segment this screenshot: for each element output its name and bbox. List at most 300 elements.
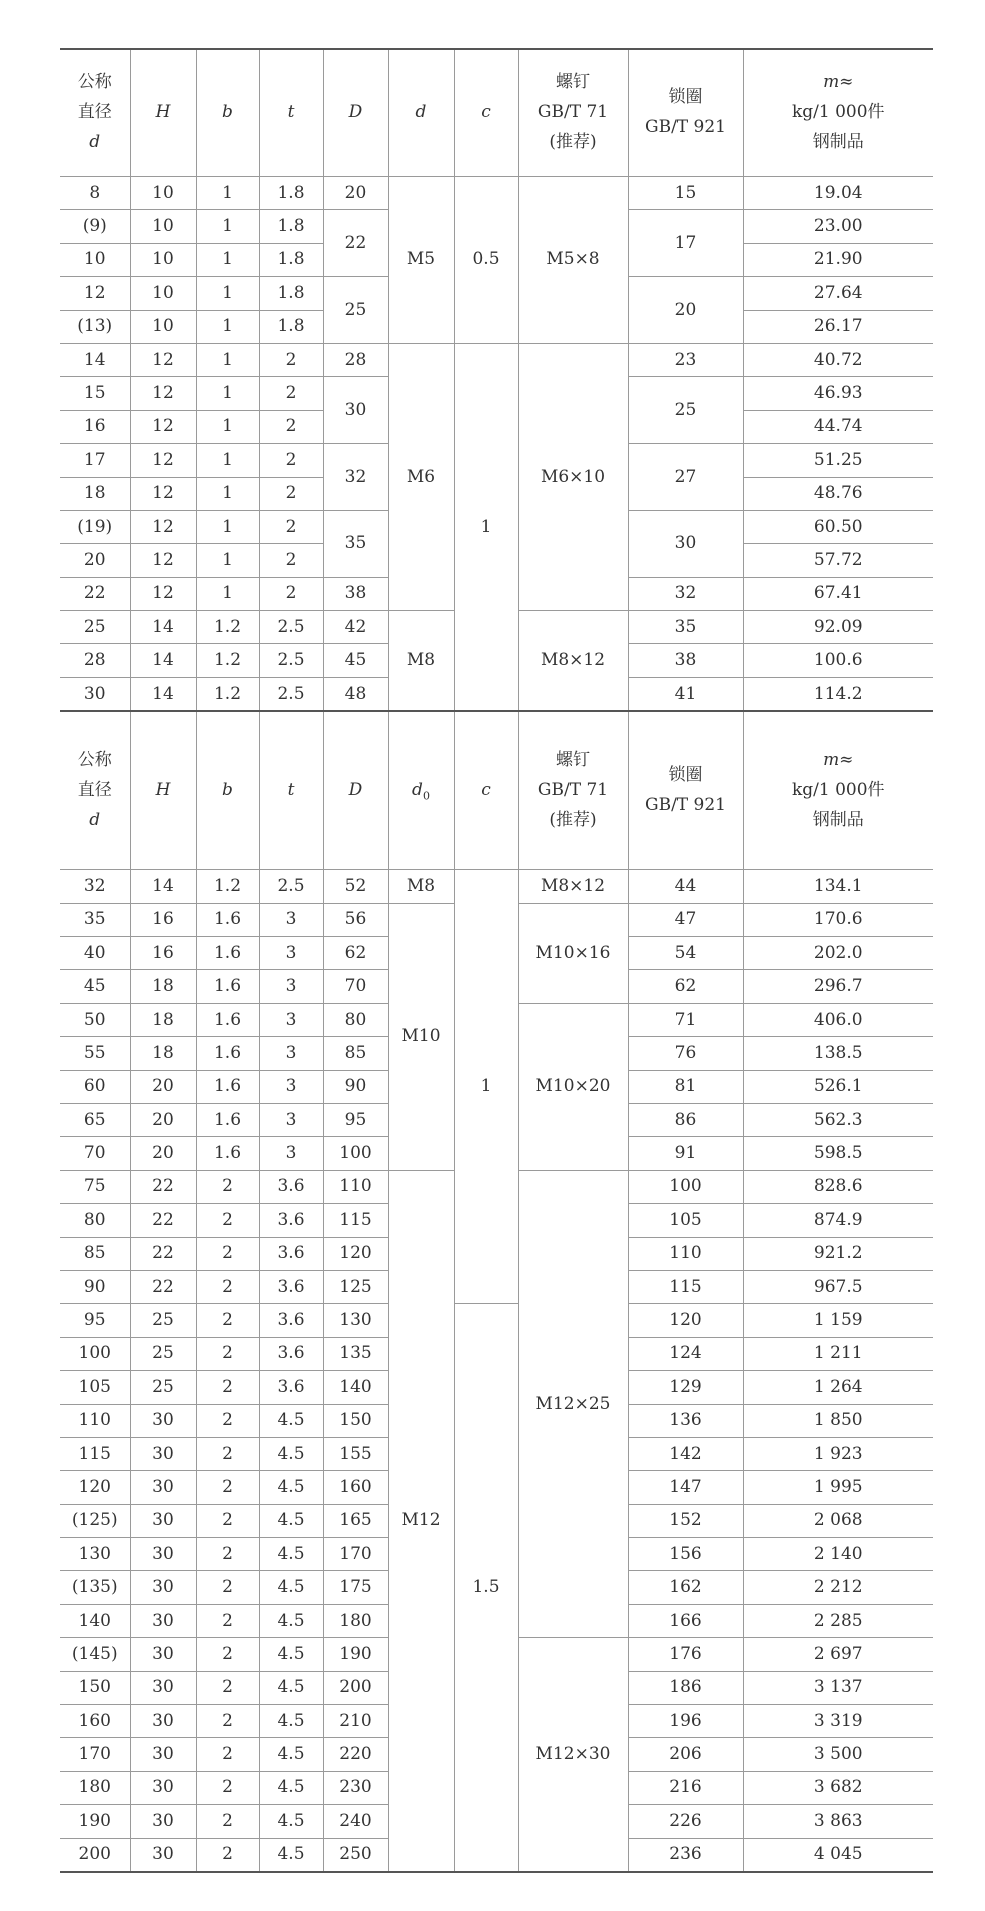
cell-lock-ring: 176 [628, 1638, 743, 1671]
cell-screw: M5×8 [518, 177, 628, 344]
cell-H: 16 [130, 937, 196, 970]
cell-nominal-diameter: 100 [60, 1337, 130, 1370]
table-row [60, 1304, 933, 1337]
cell-H: 30 [130, 1838, 196, 1872]
header-nominal-diameter-line: 公称 [77, 72, 112, 93]
cell-b: 1.2 [196, 644, 259, 677]
cell-t: 2 [259, 477, 323, 510]
cell-nominal-diameter: 25 [60, 611, 130, 644]
cell-D: 62 [323, 937, 388, 970]
cell-b: 1.6 [196, 1037, 259, 1070]
cell-D: 52 [323, 870, 388, 903]
cell-b: 1 [196, 377, 259, 410]
cell-H: 30 [130, 1471, 196, 1504]
cell-H: 30 [130, 1638, 196, 1671]
cell-D: 125 [323, 1270, 388, 1303]
header-lock-ring-line: 锁圈 [668, 87, 703, 108]
cell-t: 3 [259, 1003, 323, 1036]
cell-lock-ring: 136 [628, 1404, 743, 1437]
cell-b: 2 [196, 1604, 259, 1637]
cell-nominal-diameter: 16 [60, 410, 130, 443]
cell-H: 10 [130, 177, 196, 210]
cell-b: 1 [196, 243, 259, 276]
cell-H: 18 [130, 970, 196, 1003]
cell-mass: 562.3 [743, 1103, 933, 1136]
cell-t: 2 [259, 544, 323, 577]
cell-nominal-diameter: 8 [60, 177, 130, 210]
cell-lock-ring: 156 [628, 1538, 743, 1571]
cell-H: 30 [130, 1504, 196, 1537]
cell-H: 22 [130, 1237, 196, 1270]
cell-D: 150 [323, 1404, 388, 1437]
cell-b: 1.6 [196, 937, 259, 970]
cell-nominal-diameter: 10 [60, 243, 130, 276]
cell-lock-ring: 32 [628, 577, 743, 610]
cell-H: 25 [130, 1337, 196, 1370]
cell-D: 85 [323, 1037, 388, 1070]
cell-t: 2.5 [259, 644, 323, 677]
cell-b: 1.6 [196, 1003, 259, 1036]
cell-t: 3 [259, 1103, 323, 1136]
cell-nominal-diameter: 130 [60, 1538, 130, 1571]
cell-lock-ring: 81 [628, 1070, 743, 1103]
cell-b: 1 [196, 343, 259, 376]
cell-screw: M8×12 [518, 611, 628, 712]
cell-b: 2 [196, 1371, 259, 1404]
header-nominal-diameter-line: 直径 [77, 779, 112, 800]
cell-H: 10 [130, 243, 196, 276]
cell-t: 3.6 [259, 1170, 323, 1203]
cell-t: 4.5 [259, 1671, 323, 1704]
cell-mass: 202.0 [743, 937, 933, 970]
header-lock-ring [628, 49, 743, 177]
header-mass-line: m≈ [823, 750, 854, 771]
cell-b: 1 [196, 510, 259, 543]
cell-D: 155 [323, 1437, 388, 1470]
cell-H: 30 [130, 1805, 196, 1838]
cell-t: 4.5 [259, 1638, 323, 1671]
cell-t: 3 [259, 903, 323, 936]
cell-lock-ring: 41 [628, 677, 743, 711]
cell-t: 4.5 [259, 1404, 323, 1437]
cell-mass: 406.0 [743, 1003, 933, 1036]
cell-D: 190 [323, 1638, 388, 1671]
table-row [60, 177, 933, 210]
cell-D: 25 [323, 277, 388, 344]
cell-nominal-diameter: 30 [60, 677, 130, 711]
cell-H: 22 [130, 1170, 196, 1203]
cell-b: 2 [196, 1237, 259, 1270]
cell-screw: M10×20 [518, 1003, 628, 1170]
cell-t: 3.6 [259, 1337, 323, 1370]
cell-mass: 1 159 [743, 1304, 933, 1337]
header-mass-line: 钢制品 [812, 809, 864, 830]
cell-b: 2 [196, 1471, 259, 1504]
header-nominal-diameter-line: 公称 [77, 750, 112, 771]
cell-mass: 598.5 [743, 1137, 933, 1170]
cell-D: 250 [323, 1838, 388, 1872]
header-d0-subscript: 0 [422, 789, 430, 803]
cell-mass: 296.7 [743, 970, 933, 1003]
cell-screw: M10×16 [518, 903, 628, 1003]
cell-b: 1 [196, 410, 259, 443]
cell-b: 1 [196, 310, 259, 343]
cell-mass: 44.74 [743, 410, 933, 443]
cell-nominal-diameter: 40 [60, 937, 130, 970]
cell-lock-ring: 25 [628, 377, 743, 444]
header-nominal-diameter-line: d [89, 809, 101, 830]
cell-b: 2 [196, 1771, 259, 1804]
cell-b: 1 [196, 444, 259, 477]
cell-D: 175 [323, 1571, 388, 1604]
cell-mass: 100.6 [743, 644, 933, 677]
cell-b: 1.2 [196, 870, 259, 903]
cell-mass: 27.64 [743, 277, 933, 310]
cell-mass: 2 068 [743, 1504, 933, 1537]
cell-D: 28 [323, 343, 388, 376]
header-screw-line: GB/T 71 [537, 102, 609, 123]
cell-t: 3 [259, 1037, 323, 1070]
cell-b: 2 [196, 1170, 259, 1203]
cell-lock-ring: 110 [628, 1237, 743, 1270]
cell-t: 1.8 [259, 243, 323, 276]
header-nominal-diameter [60, 49, 130, 177]
cell-screw: M12×25 [518, 1170, 628, 1637]
cell-mass: 921.2 [743, 1237, 933, 1270]
cell-mass: 170.6 [743, 903, 933, 936]
cell-mass: 828.6 [743, 1170, 933, 1203]
cell-H: 12 [130, 343, 196, 376]
cell-lock-ring: 27 [628, 444, 743, 511]
cell-D: 20 [323, 177, 388, 210]
cell-D: 45 [323, 644, 388, 677]
cell-nominal-diameter: 190 [60, 1805, 130, 1838]
cell-nominal-diameter: 15 [60, 377, 130, 410]
cell-d: M8 [388, 611, 454, 712]
cell-lock-ring: 23 [628, 343, 743, 376]
cell-mass: 1 995 [743, 1471, 933, 1504]
header-lock-ring-line: GB/T 921 [645, 794, 726, 815]
cell-H: 10 [130, 277, 196, 310]
cell-lock-ring: 129 [628, 1371, 743, 1404]
cell-t: 4.5 [259, 1437, 323, 1470]
cell-nominal-diameter: 12 [60, 277, 130, 310]
cell-lock-ring: 196 [628, 1705, 743, 1738]
cell-H: 12 [130, 477, 196, 510]
cell-t: 4.5 [259, 1838, 323, 1872]
cell-b: 2 [196, 1705, 259, 1738]
cell-D: 180 [323, 1604, 388, 1637]
cell-lock-ring: 152 [628, 1504, 743, 1537]
cell-nominal-diameter: 32 [60, 870, 130, 903]
cell-b: 2 [196, 1571, 259, 1604]
cell-b: 1 [196, 177, 259, 210]
cell-lock-ring: 62 [628, 970, 743, 1003]
cell-mass: 92.09 [743, 611, 933, 644]
cell-D: 160 [323, 1471, 388, 1504]
cell-d0: M8 [388, 870, 454, 903]
cell-screw: M8×12 [518, 870, 628, 903]
cell-D: 22 [323, 210, 388, 277]
cell-mass: 138.5 [743, 1037, 933, 1070]
cell-H: 25 [130, 1304, 196, 1337]
cell-nominal-diameter: 22 [60, 577, 130, 610]
header-mass [743, 49, 933, 177]
dimension-table-container [60, 48, 933, 1873]
cell-b: 1.2 [196, 611, 259, 644]
cell-t: 2.5 [259, 870, 323, 903]
cell-H: 30 [130, 1738, 196, 1771]
header-b: b [196, 49, 259, 177]
cell-H: 20 [130, 1103, 196, 1136]
cell-mass: 3 500 [743, 1738, 933, 1771]
cell-t: 2 [259, 377, 323, 410]
cell-nominal-diameter: (13) [60, 310, 130, 343]
cell-nominal-diameter: 60 [60, 1070, 130, 1103]
cell-nominal-diameter: 180 [60, 1771, 130, 1804]
cell-b: 2 [196, 1270, 259, 1303]
cell-H: 14 [130, 677, 196, 711]
cell-t: 3.6 [259, 1237, 323, 1270]
cell-c: 1 [454, 870, 518, 1304]
header-lock-ring [628, 711, 743, 870]
cell-t: 4.5 [259, 1738, 323, 1771]
cell-H: 18 [130, 1003, 196, 1036]
cell-D: 165 [323, 1504, 388, 1537]
cell-nominal-diameter: 28 [60, 644, 130, 677]
cell-mass: 46.93 [743, 377, 933, 410]
cell-D: 220 [323, 1738, 388, 1771]
cell-mass: 134.1 [743, 870, 933, 903]
cell-D: 110 [323, 1170, 388, 1203]
header-D: D [323, 49, 388, 177]
cell-nominal-diameter: 90 [60, 1270, 130, 1303]
cell-mass: 2 212 [743, 1571, 933, 1604]
header-lock-ring-line: 锁圈 [668, 765, 703, 785]
cell-D: 48 [323, 677, 388, 711]
cell-b: 2 [196, 1838, 259, 1872]
cell-b: 1.6 [196, 903, 259, 936]
cell-nominal-diameter: (9) [60, 210, 130, 243]
header-screw-line: 螺钉 [556, 750, 590, 771]
header-screw-line: 螺钉 [556, 72, 590, 93]
cell-b: 2 [196, 1538, 259, 1571]
cell-t: 2.5 [259, 677, 323, 711]
cell-mass: 2 140 [743, 1538, 933, 1571]
header-D: D [323, 711, 388, 870]
cell-nominal-diameter: 140 [60, 1604, 130, 1637]
cell-t: 3.6 [259, 1270, 323, 1303]
cell-b: 1 [196, 544, 259, 577]
cell-H: 30 [130, 1604, 196, 1637]
cell-lock-ring: 44 [628, 870, 743, 903]
cell-b: 2 [196, 1337, 259, 1370]
header-nominal-diameter [60, 711, 130, 870]
cell-mass: 3 137 [743, 1671, 933, 1704]
cell-t: 3 [259, 1137, 323, 1170]
header-screw-line: (推荐) [549, 809, 597, 830]
cell-nominal-diameter: 45 [60, 970, 130, 1003]
cell-b: 1.2 [196, 677, 259, 711]
header-mass-line: 钢制品 [812, 131, 864, 152]
cell-nominal-diameter: (19) [60, 510, 130, 543]
cell-nominal-diameter: 170 [60, 1738, 130, 1771]
cell-t: 4.5 [259, 1771, 323, 1804]
cell-lock-ring: 47 [628, 903, 743, 936]
cell-t: 4.5 [259, 1805, 323, 1838]
cell-mass: 67.41 [743, 577, 933, 610]
cell-D: 240 [323, 1805, 388, 1838]
cell-lock-ring: 71 [628, 1003, 743, 1036]
header-mass-line: kg/1 000件 [791, 102, 885, 123]
cell-t: 2 [259, 444, 323, 477]
cell-D: 32 [323, 444, 388, 511]
cell-t: 2 [259, 343, 323, 376]
cell-screw: M12×30 [518, 1638, 628, 1872]
cell-t: 3.6 [259, 1371, 323, 1404]
cell-b: 2 [196, 1738, 259, 1771]
cell-D: 95 [323, 1103, 388, 1136]
cell-b: 1 [196, 277, 259, 310]
cell-D: 30 [323, 377, 388, 444]
cell-nominal-diameter: 75 [60, 1170, 130, 1203]
cell-H: 12 [130, 510, 196, 543]
cell-lock-ring: 120 [628, 1304, 743, 1337]
cell-mass: 2 285 [743, 1604, 933, 1637]
cell-nominal-diameter: 14 [60, 343, 130, 376]
cell-H: 12 [130, 410, 196, 443]
cell-nominal-diameter: 105 [60, 1371, 130, 1404]
cell-t: 2 [259, 410, 323, 443]
cell-mass: 21.90 [743, 243, 933, 276]
cell-lock-ring: 100 [628, 1170, 743, 1203]
cell-H: 12 [130, 444, 196, 477]
header-H: H [130, 711, 196, 870]
header-nominal-diameter-line: d [89, 131, 101, 152]
cell-D: 56 [323, 903, 388, 936]
cell-lock-ring: 17 [628, 210, 743, 277]
cell-D: 200 [323, 1671, 388, 1704]
cell-b: 2 [196, 1304, 259, 1337]
cell-c: 1.5 [454, 1304, 518, 1872]
cell-nominal-diameter: 80 [60, 1204, 130, 1237]
cell-b: 1.6 [196, 1137, 259, 1170]
cell-lock-ring: 147 [628, 1471, 743, 1504]
cell-D: 210 [323, 1705, 388, 1738]
cell-D: 100 [323, 1137, 388, 1170]
cell-b: 2 [196, 1671, 259, 1704]
cell-H: 12 [130, 577, 196, 610]
cell-lock-ring: 115 [628, 1270, 743, 1303]
header-row [60, 711, 933, 870]
cell-b: 1 [196, 577, 259, 610]
cell-t: 4.5 [259, 1538, 323, 1571]
cell-lock-ring: 105 [628, 1204, 743, 1237]
cell-lock-ring: 35 [628, 611, 743, 644]
cell-mass: 3 319 [743, 1705, 933, 1738]
header-nominal-diameter-line: 直径 [77, 102, 112, 123]
cell-D: 120 [323, 1237, 388, 1270]
cell-lock-ring: 166 [628, 1604, 743, 1637]
cell-mass: 1 211 [743, 1337, 933, 1370]
cell-H: 20 [130, 1070, 196, 1103]
cell-H: 14 [130, 870, 196, 903]
header-d: d [388, 49, 454, 177]
header-H: H [130, 49, 196, 177]
cell-H: 30 [130, 1771, 196, 1804]
cell-mass: 48.76 [743, 477, 933, 510]
cell-t: 1.8 [259, 210, 323, 243]
dimension-table [60, 48, 933, 1873]
cell-lock-ring: 124 [628, 1337, 743, 1370]
cell-mass: 1 923 [743, 1437, 933, 1470]
cell-H: 30 [130, 1571, 196, 1604]
cell-D: 130 [323, 1304, 388, 1337]
cell-b: 1.6 [196, 1103, 259, 1136]
cell-D: 135 [323, 1337, 388, 1370]
header-screw [518, 711, 628, 870]
cell-t: 3.6 [259, 1204, 323, 1237]
cell-t: 3 [259, 937, 323, 970]
header-row [60, 49, 933, 177]
cell-D: 140 [323, 1371, 388, 1404]
cell-b: 2 [196, 1437, 259, 1470]
cell-H: 14 [130, 644, 196, 677]
cell-mass: 40.72 [743, 343, 933, 376]
cell-nominal-diameter: 150 [60, 1671, 130, 1704]
cell-mass: 51.25 [743, 444, 933, 477]
header-b: b [196, 711, 259, 870]
cell-H: 30 [130, 1671, 196, 1704]
table-row [60, 343, 933, 376]
cell-d0: M12 [388, 1170, 454, 1872]
cell-nominal-diameter: 35 [60, 903, 130, 936]
cell-lock-ring: 162 [628, 1571, 743, 1604]
cell-b: 2 [196, 1638, 259, 1671]
cell-H: 12 [130, 377, 196, 410]
cell-H: 22 [130, 1270, 196, 1303]
cell-H: 12 [130, 544, 196, 577]
cell-mass: 526.1 [743, 1070, 933, 1103]
cell-H: 30 [130, 1437, 196, 1470]
header-screw [518, 49, 628, 177]
cell-lock-ring: 91 [628, 1137, 743, 1170]
table-row [60, 870, 933, 903]
cell-nominal-diameter: 55 [60, 1037, 130, 1070]
cell-D: 90 [323, 1070, 388, 1103]
cell-nominal-diameter: 110 [60, 1404, 130, 1437]
cell-lock-ring: 236 [628, 1838, 743, 1872]
cell-nominal-diameter: 17 [60, 444, 130, 477]
cell-lock-ring: 86 [628, 1103, 743, 1136]
cell-mass: 2 697 [743, 1638, 933, 1671]
cell-H: 30 [130, 1404, 196, 1437]
cell-t: 3 [259, 970, 323, 1003]
cell-lock-ring: 30 [628, 510, 743, 577]
cell-nominal-diameter: 70 [60, 1137, 130, 1170]
cell-mass: 1 850 [743, 1404, 933, 1437]
cell-H: 16 [130, 903, 196, 936]
cell-nominal-diameter: 120 [60, 1471, 130, 1504]
header-mass-line: m≈ [823, 72, 854, 93]
cell-lock-ring: 38 [628, 644, 743, 677]
cell-lock-ring: 15 [628, 177, 743, 210]
cell-mass: 57.72 [743, 544, 933, 577]
cell-H: 10 [130, 310, 196, 343]
cell-t: 1.8 [259, 277, 323, 310]
cell-lock-ring: 142 [628, 1437, 743, 1470]
header-t: t [259, 711, 323, 870]
